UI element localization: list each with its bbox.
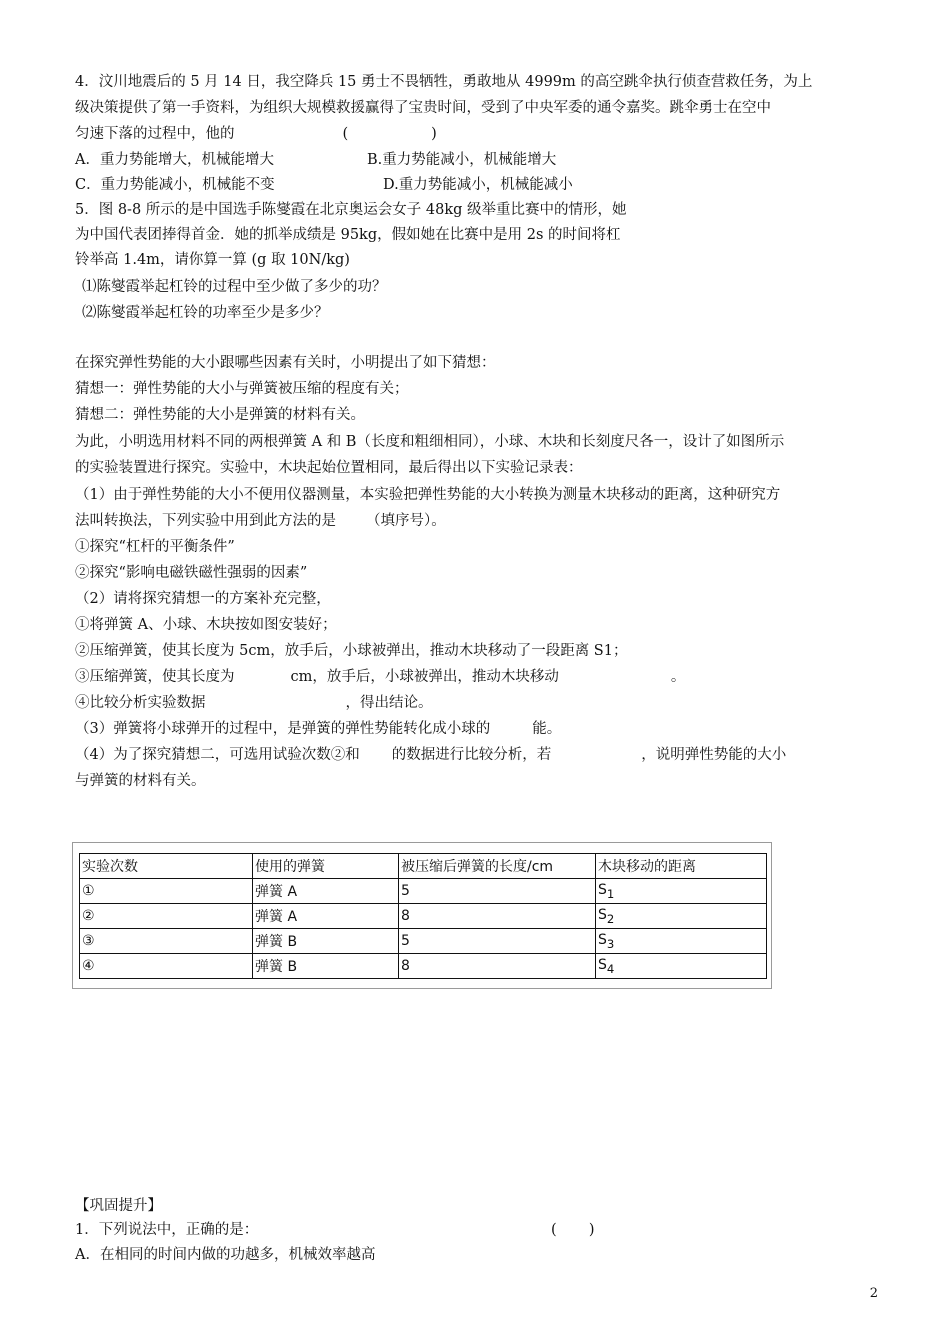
experiment-table	[79, 853, 767, 979]
table-cell-spring: 弹簧 B	[253, 954, 399, 979]
q6-step-4b: ，得出结论。	[345, 695, 433, 711]
table-cell-trial: ④	[80, 954, 253, 979]
q6-part1-line-1: （1）由于弹性势能的大小不便用仪器测量，本实验把弹性势能的大小转换为测量木块移动的距离，这种研究方	[75, 487, 781, 503]
table-cell-trial: ②	[80, 904, 253, 929]
distance-symbol: S	[598, 906, 607, 923]
q4-line-3-text: 匀速下落的过程中，他的	[75, 126, 235, 142]
table-row	[80, 929, 767, 954]
q6-part4	[75, 745, 786, 765]
table-row	[80, 954, 767, 979]
consolidate-q1-bracket: ( )	[551, 1222, 595, 1238]
q4-option-b: B.重力势能减小，机械能增大	[367, 152, 557, 168]
table-cell-trial: ③	[80, 929, 253, 954]
table-header-cell: 使用的弹簧	[253, 854, 399, 879]
q6-part1-line-2a: 法叫转换法，下列实验中用到此方法的是	[75, 513, 336, 529]
q5-sub-2: ⑵陈燮霞举起杠铃的功率至少是多少？	[82, 305, 329, 321]
q6-step-4a: ④比较分析实验数据	[75, 695, 206, 711]
q6-option-1: ①探究“杠杆的平衡条件”	[75, 539, 235, 555]
q4-option-a: A．重力势能增大，机械能增大	[75, 152, 274, 168]
q4-option-c: C．重力势能减小，机械能不变	[75, 177, 275, 193]
distance-symbol: S	[598, 881, 607, 898]
page-number: 2	[869, 1286, 878, 1301]
consolidate-q1	[75, 1220, 595, 1240]
q5-line-3: 铃举高 1.4m，请你算一算 (g 取 10N/kg)	[75, 252, 350, 268]
q6-step-2: ②压缩弹簧，使其长度为 5cm，放手后，小球被弹出，推动木块移动了一段距离 S1；	[75, 643, 628, 659]
table-cell-length: 8	[399, 954, 596, 979]
distance-symbol: S	[598, 956, 607, 973]
table-cell-trial: ①	[80, 879, 253, 904]
table-header-cell: 实验次数	[80, 854, 253, 879]
q6-guess-1: 猜想一：弹性势能的大小与弹簧被压缩的程度有关；	[75, 381, 409, 397]
q5-line-2: 为中国代表团捧得首金．她的抓举成绩是 95kg，假如她在比赛中是用 2s 的时间将杠	[75, 227, 621, 243]
q6-part3b: 能。	[532, 721, 562, 737]
q6-part4c: ，说明弹性势能的大小	[641, 747, 787, 763]
q6-setup-1: 为此，小明选用材料不同的两根弹簧 A 和 B（长度和粗细相同），小球、木块和长刻度尺各一，设计了如图所示	[75, 434, 785, 450]
q6-part2: （2）请将探究猜想一的方案补充完整，	[75, 591, 331, 607]
table-cell-spring: 弹簧 A	[253, 879, 399, 904]
q4-line-3	[75, 124, 437, 144]
consolidate-q1-text: 1．下列说法中，正确的是：	[75, 1222, 259, 1238]
q4-options-ab	[75, 150, 556, 170]
distance-subscript: 1	[606, 886, 615, 901]
q4-line-1: 4．汶川地震后的 5 月 14 日，我空降兵 15 勇士不畏牺牲，勇敢地从 4999m 的高空跳伞执行侦查营救任务，为上	[75, 74, 813, 90]
table-cell-distance	[596, 904, 767, 929]
q6-intro: 在探究弹性势能的大小跟哪些因素有关时，小明提出了如下猜想：	[75, 355, 496, 371]
table-row	[80, 879, 767, 904]
table-row	[80, 904, 767, 929]
consolidate-q1-option-a: A．在相同的时间内做的功越多，机械效率越高	[75, 1247, 376, 1263]
table-cell-distance	[596, 879, 767, 904]
table-header-cell: 木块移动的距离	[596, 854, 767, 879]
q5-line-1: 5．图 8-8 所示的是中国选手陈燮霞在北京奥运会女子 48kg 级举重比赛中的情形，她	[75, 202, 627, 218]
q6-step-4	[75, 693, 433, 713]
q6-setup-2: 的实验装置进行探究。实验中，木块起始位置相同，最后得出以下实验记录表：	[75, 460, 583, 476]
q6-part4-end: 与弹簧的材料有关。	[75, 773, 206, 789]
q6-step-3c: 。	[670, 669, 686, 685]
table-cell-spring: 弹簧 A	[253, 904, 399, 929]
table-cell-distance	[596, 954, 767, 979]
consolidate-heading: 【巩固提升】	[75, 1198, 162, 1214]
q6-step-3a: ③压缩弹簧，使其长度为	[75, 669, 235, 685]
table-header-row	[80, 854, 767, 879]
q6-part3	[75, 719, 561, 739]
q6-part3a: （3）弹簧将小球弹开的过程中，是弹簧的弹性势能转化成小球的	[75, 721, 491, 737]
q6-step-1: ①将弹簧 A、小球、木块按如图安装好；	[75, 617, 337, 633]
table-cell-length: 8	[399, 904, 596, 929]
q6-part4b: 的数据进行比较分析，若	[391, 747, 552, 763]
q6-option-2: ②探究“影响电磁铁磁性强弱的因素”	[75, 565, 308, 581]
q6-part1-line-2	[75, 511, 446, 531]
distance-subscript: 4	[606, 961, 615, 976]
table-cell-spring: 弹簧 B	[253, 929, 399, 954]
q6-step-3	[75, 667, 685, 687]
q6-part1-line-2b: （填序号）。	[366, 513, 446, 529]
distance-subscript: 3	[606, 936, 615, 951]
table-cell-length: 5	[399, 929, 596, 954]
q6-guess-2: 猜想二：弹性势能的大小是弹簧的材料有关。	[75, 407, 365, 423]
q5-sub-1: ⑴陈燮霞举起杠铃的过程中至少做了多少的功？	[82, 279, 387, 295]
q4-options-cd	[75, 175, 573, 195]
distance-subscript: 2	[606, 911, 615, 926]
distance-symbol: S	[598, 931, 607, 948]
q6-step-3b: cm，放手后，小球被弹出，推动木块移动	[290, 669, 559, 685]
q4-answer-bracket: ( )	[342, 126, 437, 142]
q6-part4a: （4）为了探究猜想二，可选用试验次数②和	[75, 747, 360, 763]
q4-option-d: D.重力势能减小，机械能减小	[383, 177, 573, 193]
table-cell-distance	[596, 929, 767, 954]
q4-line-2: 级决策提供了第一手资料，为组织大规模救援赢得了宝贵时间，受到了中央军委的通令嘉奖。跳伞勇士在空中	[75, 100, 771, 116]
table-header-cell: 被压缩后弹簧的长度/cm	[399, 854, 596, 879]
table-cell-length: 5	[399, 879, 596, 904]
experiment-table-frame	[72, 842, 772, 989]
